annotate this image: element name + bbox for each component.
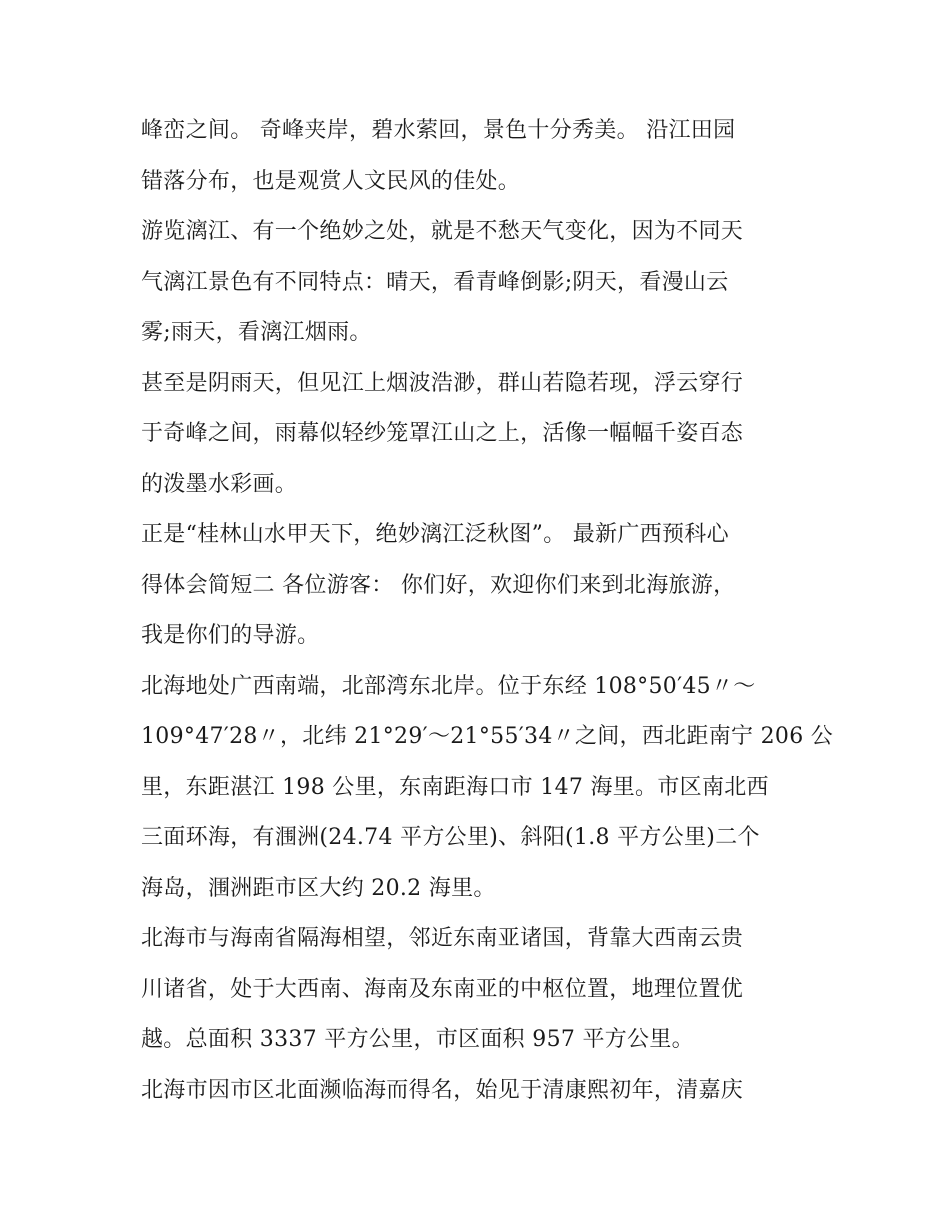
text-line: 于奇峰之间，雨幕似轻纱笼罩江山之上，活像一幅幅千姿百态 xyxy=(141,421,744,446)
text-line: 川诸省，处于大西南、海南及东南亚的中枢位置，地理位置优 xyxy=(141,976,744,1002)
text-line: 错落分布，也是观赏人文民风的佳处。 xyxy=(141,168,521,194)
text-line: 正是“桂林山水甲天下，绝妙漓江泛秋图”。 最新广西预科心 xyxy=(141,522,729,547)
text-line: 游览漓江、有一个绝妙之处，就是不愁天气变化，因为不同天 xyxy=(141,219,744,244)
text-line: 的泼墨水彩画。 xyxy=(141,471,298,497)
document-body xyxy=(141,106,834,1116)
text-line: 北海市因市区北面濒临海而得名，始见于清康熙初年，清嘉庆 xyxy=(141,1077,744,1103)
text-line: 越。总面积 3337 平方公里，市区面积 957 平方公里。 xyxy=(141,1027,694,1052)
text-line: 我是你们的导游。 xyxy=(141,623,320,648)
text-line: 里，东距湛江 198 公里，东南距海口市 147 海里。市区南北西 xyxy=(141,774,769,800)
text-line: 雾;雨天，看漓江烟雨。 xyxy=(141,320,372,345)
text-line: 109°47′28〃，北纬 21°29′～21°55′34〃之间，西北距南宁 206 公 xyxy=(141,724,834,749)
text-line: 甚至是阴雨天，但见江上烟波浩渺，群山若隐若现，浮云穿行 xyxy=(141,370,744,396)
text-line: 北海地处广西南端，北部湾东北岸。位于东经 108°50′45〃～ xyxy=(141,673,756,699)
text-line: 气漓江景色有不同特点：晴天，看青峰倒影;阴天，看漫山云 xyxy=(141,269,729,295)
text-line: 峰峦之间。 奇峰夹岸，碧水萦回，景色十分秀美。 沿江田园 xyxy=(141,118,736,143)
text-line: 得体会简短二 各位游客： 你们好，欢迎你们来到北海旅游， xyxy=(141,572,736,598)
text-line: 海岛，涠洲距市区大约 20.2 海里。 xyxy=(141,875,496,901)
text-line: 三面环海，有涠洲(24.74 平方公里)、斜阳(1.8 平方公里)二个 xyxy=(141,825,760,850)
text-line: 北海市与海南省隔海相望，邻近东南亚诸国，背靠大西南云贵 xyxy=(141,926,744,951)
